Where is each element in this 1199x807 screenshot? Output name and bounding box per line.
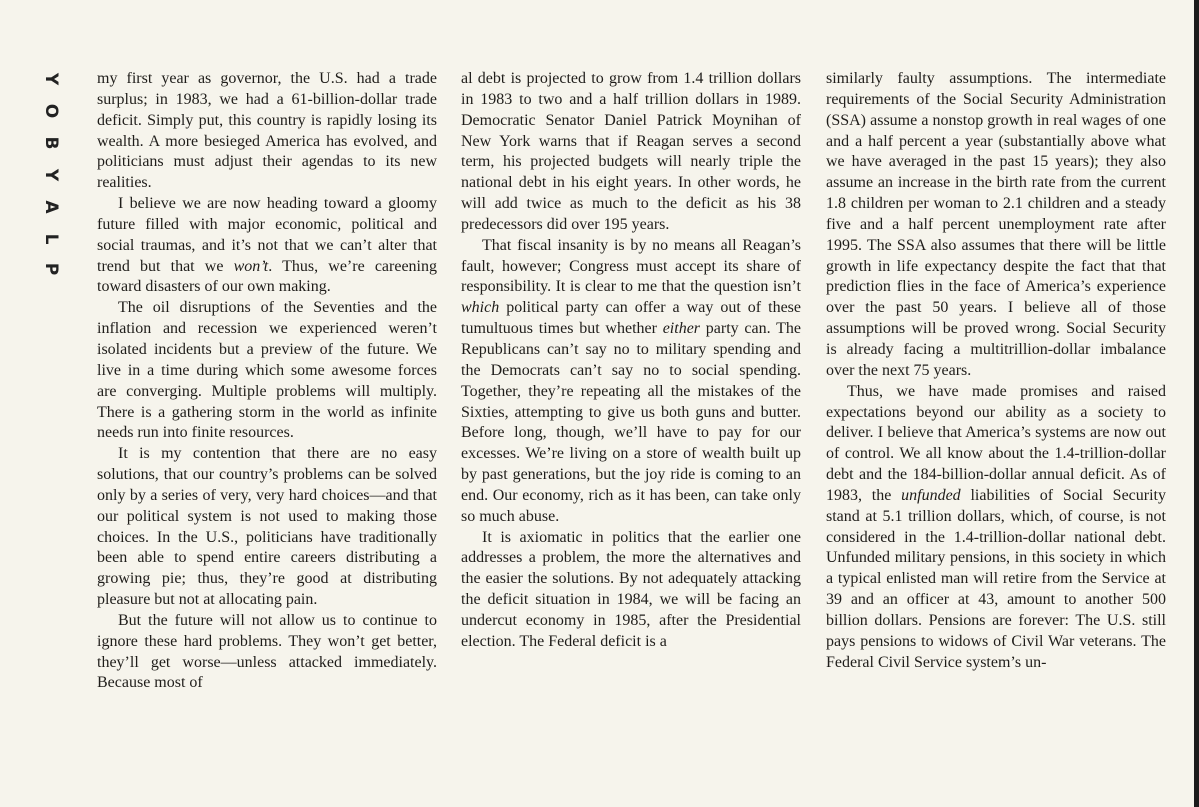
paragraph: similarly faulty assumptions. The intermediate requirements of the Social Security Administration (SSA) assume a nonstop growth in real wages of one and a half percent a year (substantially above what we have averaged in the past 15 years); they also assume an increase in the birth rate from the current 1.8 children per woman to 2.1 children and a steady five and a half percent unemployment rate after 1995. The SSA also assumes that there will be little growth in life expectancy despite the fact that that prediction flies in the face of America’s experience over the past 50 years. I believe all of those assumptions will be proved wrong. Social Security is already facing a multitrillion-dollar imbalance over the next 75 years. <box>826 70 1166 379</box>
playboy-masthead <box>38 66 64 276</box>
paragraph: al debt is projected to grow from 1.4 trillion dollars in 1983 to two and a half trillion dollars in 1989. Democratic Senator Daniel Patrick Moynihan of New York warns that if Reagan serves a second term, his projected budgets will nearly triple the national debt in his eight years. In other words, he will add twice as much to the deficit as his 38 predecessors did over 195 years. <box>461 70 801 233</box>
masthead-letter: A <box>41 200 61 214</box>
masthead-letter: B <box>41 136 61 150</box>
paragraph: That fiscal insanity is by no means all Reagan’s fault, however; Congress must accept its share of responsibility. It is clear to me that the question isn’t which political party can offer a way out of these tumultuous times but whether either party can. The Republicans can’t say no to military spending and the Democrats can’t say no to social spending. Together, they’re repeating all the mistakes of the Sixties, attempting to give us both guns and butter. Before long, though, we’ll have to pay for our excesses. We’re living on a store of wealth built up by past generations, but the joy ride is coming to an end. Our economy, rich as it has been, can take only so much abuse. <box>461 236 801 525</box>
paragraph: It is my contention that there are no easy solutions, that our country’s problems can be solved only by a series of very, very hard choices—and that our political system is not used to making those choices. In the U.S., politicians have traditionally been able to spend entire careers distributing a growing pie; thus, they’re good at distributing pleasure but not at allocating pain. <box>97 445 437 609</box>
masthead-letter: Y <box>41 168 61 182</box>
masthead-letter: Y <box>41 72 61 86</box>
masthead-letter: L <box>41 233 61 245</box>
paragraph: But the future will not allow us to continue to ignore these hard problems. They won’t get better, they’ll get worse—unless attacked immediately. Because most of <box>97 611 437 692</box>
text-column-3 <box>826 69 1166 673</box>
paragraph: I believe we are now heading toward a gloomy future filled with major economic, political and social traumas, and it’s not that we can’t alter that trend but that we won’t. Thus, we’re careening toward disasters of our own making. <box>97 195 438 296</box>
page-edge <box>1194 0 1199 807</box>
paragraph: Thus, we have made promises and raised expectations beyond our ability as a society to deliver. I believe that America’s systems are now out of control. We all know about the 1.4-trillion-dollar debt and the 184-billion-dollar annual deficit. As of 1983, the unfunded liabilities of Social Security stand at 5.1 trillion dollars, which, of course, is not considered in the 1.4-trillion-dollar national debt. Unfunded military pensions, in this society in which a typical enlisted man will retire from the Service at 39 and an officer at 43, amount to another 500 billion dollars. Pensions are forever: The U.S. still pays pensions to widows of Civil War veterans. The Federal Civil Service system’s un- <box>826 382 1167 671</box>
paragraph: my first year as governor, the U.S. had a trade surplus; in 1983, we had a 61-billion-dollar trade deficit. Simply put, this country is rapidly losing its wealth. A more besieged America has evolved, and politicians must adjust their agendas to its new realities. <box>97 70 437 192</box>
masthead-letter: P <box>41 262 61 276</box>
paragraph: The oil disruptions of the Seventies and the inflation and recession we experienced weren’t isolated incidents but a preview of the future. We live in a time during which some awesome forces are converging. Multiple problems will multiply. There is a gathering storm in the world as infinite needs run into finite resources. <box>97 299 437 442</box>
paragraph: It is axiomatic in politics that the earlier one addresses a problem, the more the alternatives and the easier the solutions. By not adequately attacking the deficit situation in 1984, we will be facing an undercut economy in 1985, after the Presidential election. The Federal deficit is a <box>461 528 801 650</box>
masthead-letter: O <box>41 103 61 119</box>
text-column-1 <box>97 69 437 694</box>
text-column-2 <box>461 69 801 653</box>
